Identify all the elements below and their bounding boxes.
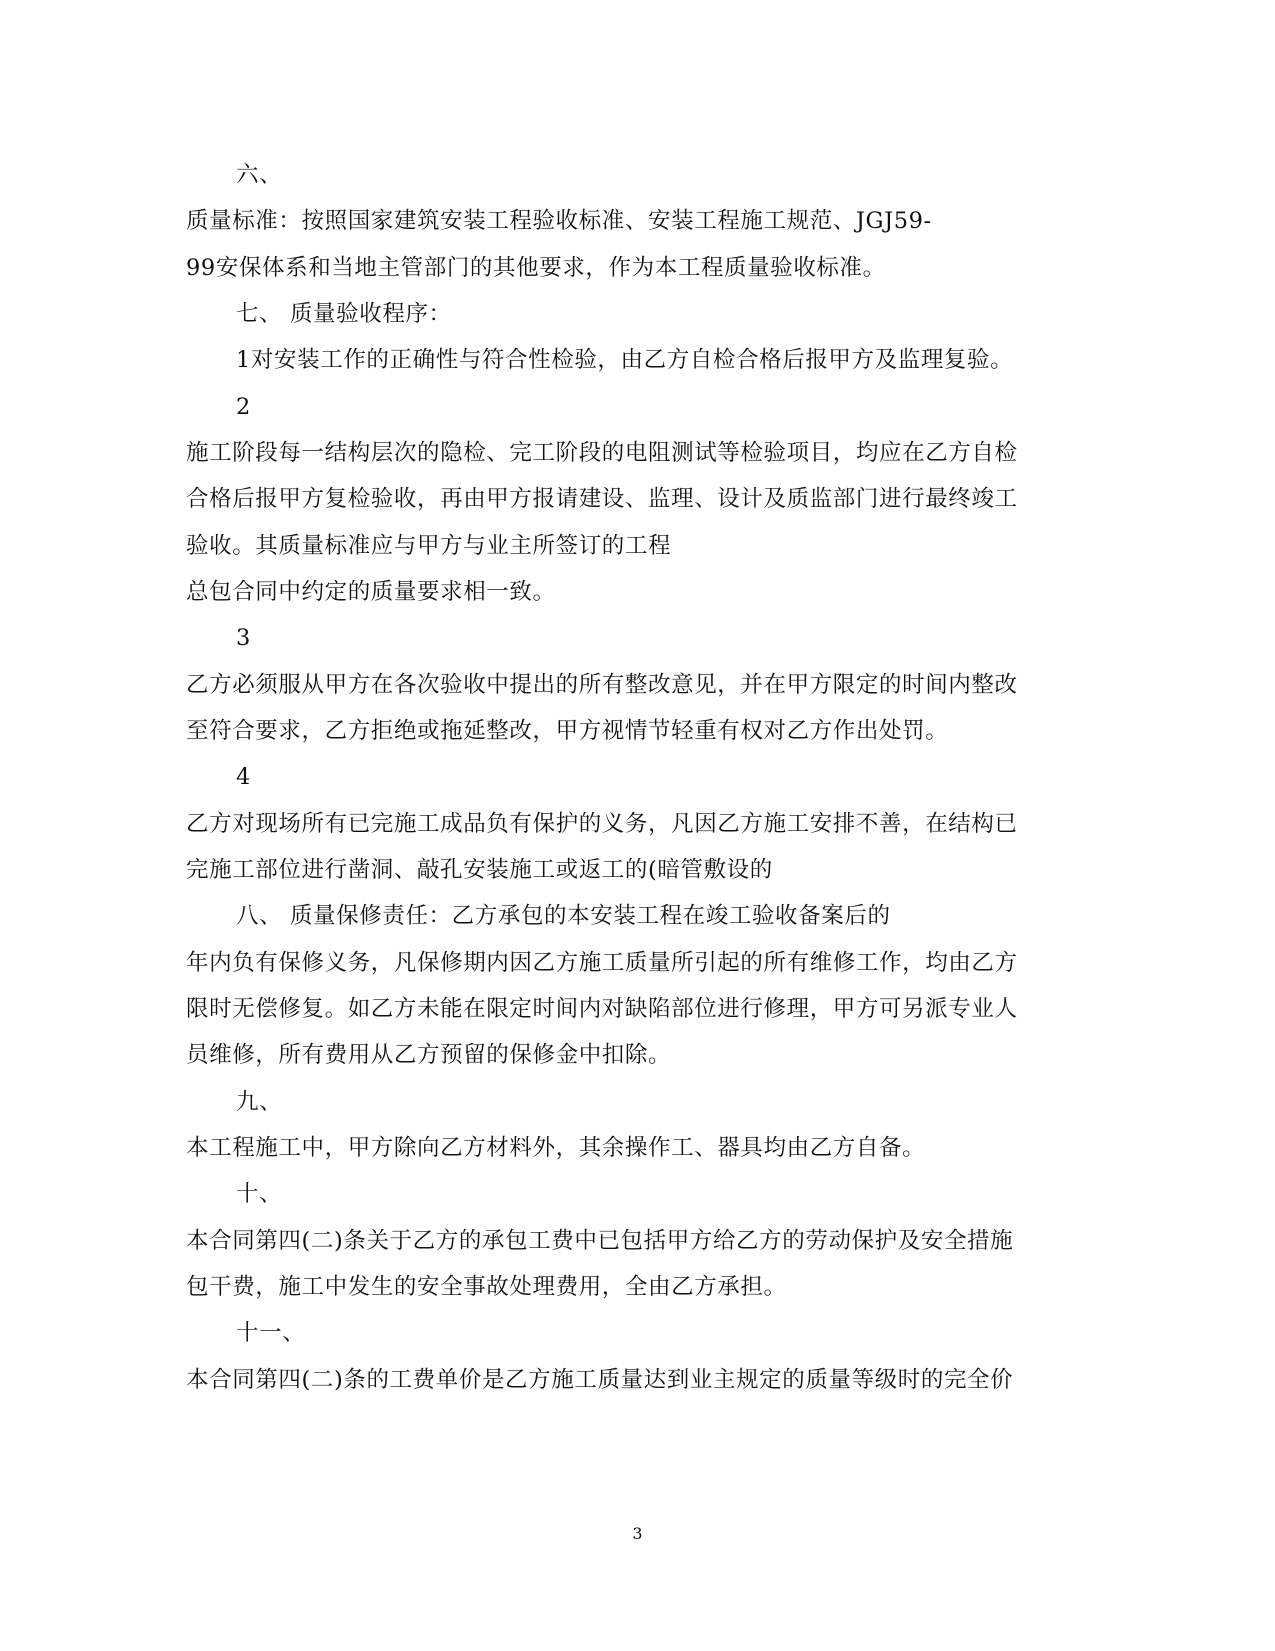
text-line: 员维修，所有费用从乙方预留的保修金中扣除。 <box>186 1042 672 1068</box>
text-line: 99安保体系和当地主管部门的其他要求，作为本工程质量验收标准。 <box>186 255 886 281</box>
text-line: 本工程施工中，甲方除向乙方材料外，其余操作工、器具均由乙方自备。 <box>186 1135 926 1161</box>
section-10-heading: 十、 <box>236 1181 283 1207</box>
text-line: 限时无偿修复。如乙方未能在限定时间内对缺陷部位进行修理，甲方可另派专业人 <box>186 996 1018 1022</box>
text-line: 本合同第四(二)条关于乙方的承包工费中已包括甲方给乙方的劳动保护及安全措施 <box>186 1228 1014 1254</box>
text-line: 包干费，施工中发生的安全事故处理费用，全由乙方承担。 <box>186 1274 787 1300</box>
text-line: 施工阶段每一结构层次的隐检、完工阶段的电阻测试等检验项目，均应在乙方自检 <box>186 440 1018 466</box>
text-line: 至符合要求，乙方拒绝或拖延整改，甲方视情节轻重有权对乙方作出处罚。 <box>186 718 949 744</box>
item-number: 4 <box>236 764 251 790</box>
section-6-heading: 六、 <box>236 162 283 188</box>
section-11-heading: 十一、 <box>236 1320 306 1346</box>
text-line: 验收。其质量标准应与甲方与业主所签订的工程 <box>186 533 672 559</box>
text-line: 总包合同中约定的质量要求相一致。 <box>186 579 556 605</box>
section-9-heading: 九、 <box>236 1089 283 1115</box>
text-line: 合格后报甲方复检验收，再由甲方报请建设、监理、设计及质监部门进行最终竣工 <box>186 486 1018 512</box>
text-line: 1对安装工作的正确性与符合性检验，由乙方自检合格后报甲方及监理复验。 <box>236 347 1014 373</box>
text-line: 乙方对现场所有已完施工成品负有保护的义务，凡因乙方施工安排不善，在结构已 <box>186 811 1018 837</box>
item-number: 3 <box>236 625 251 651</box>
section-7-heading: 七、 质量验收程序： <box>236 301 452 327</box>
text-line: 乙方必须服从甲方在各次验收中提出的所有整改意见，并在甲方限定的时间内整改 <box>186 672 1018 698</box>
text-line: 完施工部位进行凿洞、敲孔安装施工或返工的(暗管敷设的 <box>186 857 773 883</box>
text-line: 本合同第四(二)条的工费单价是乙方施工质量达到业主规定的质量等级时的完全价 <box>186 1367 1014 1393</box>
text-line: 年内负有保修义务，凡保修期内因乙方施工质量所引起的所有维修工作，均由乙方 <box>186 950 1018 976</box>
section-8-heading: 八、 质量保修责任：乙方承包的本安装工程在竣工验收备案后的 <box>236 903 891 929</box>
item-number: 2 <box>236 394 251 420</box>
page-number: 3 <box>632 1524 643 1543</box>
text-line: 质量标准：按照国家建筑安装工程验收标准、安装工程施工规范、JGJ59- <box>186 208 932 234</box>
